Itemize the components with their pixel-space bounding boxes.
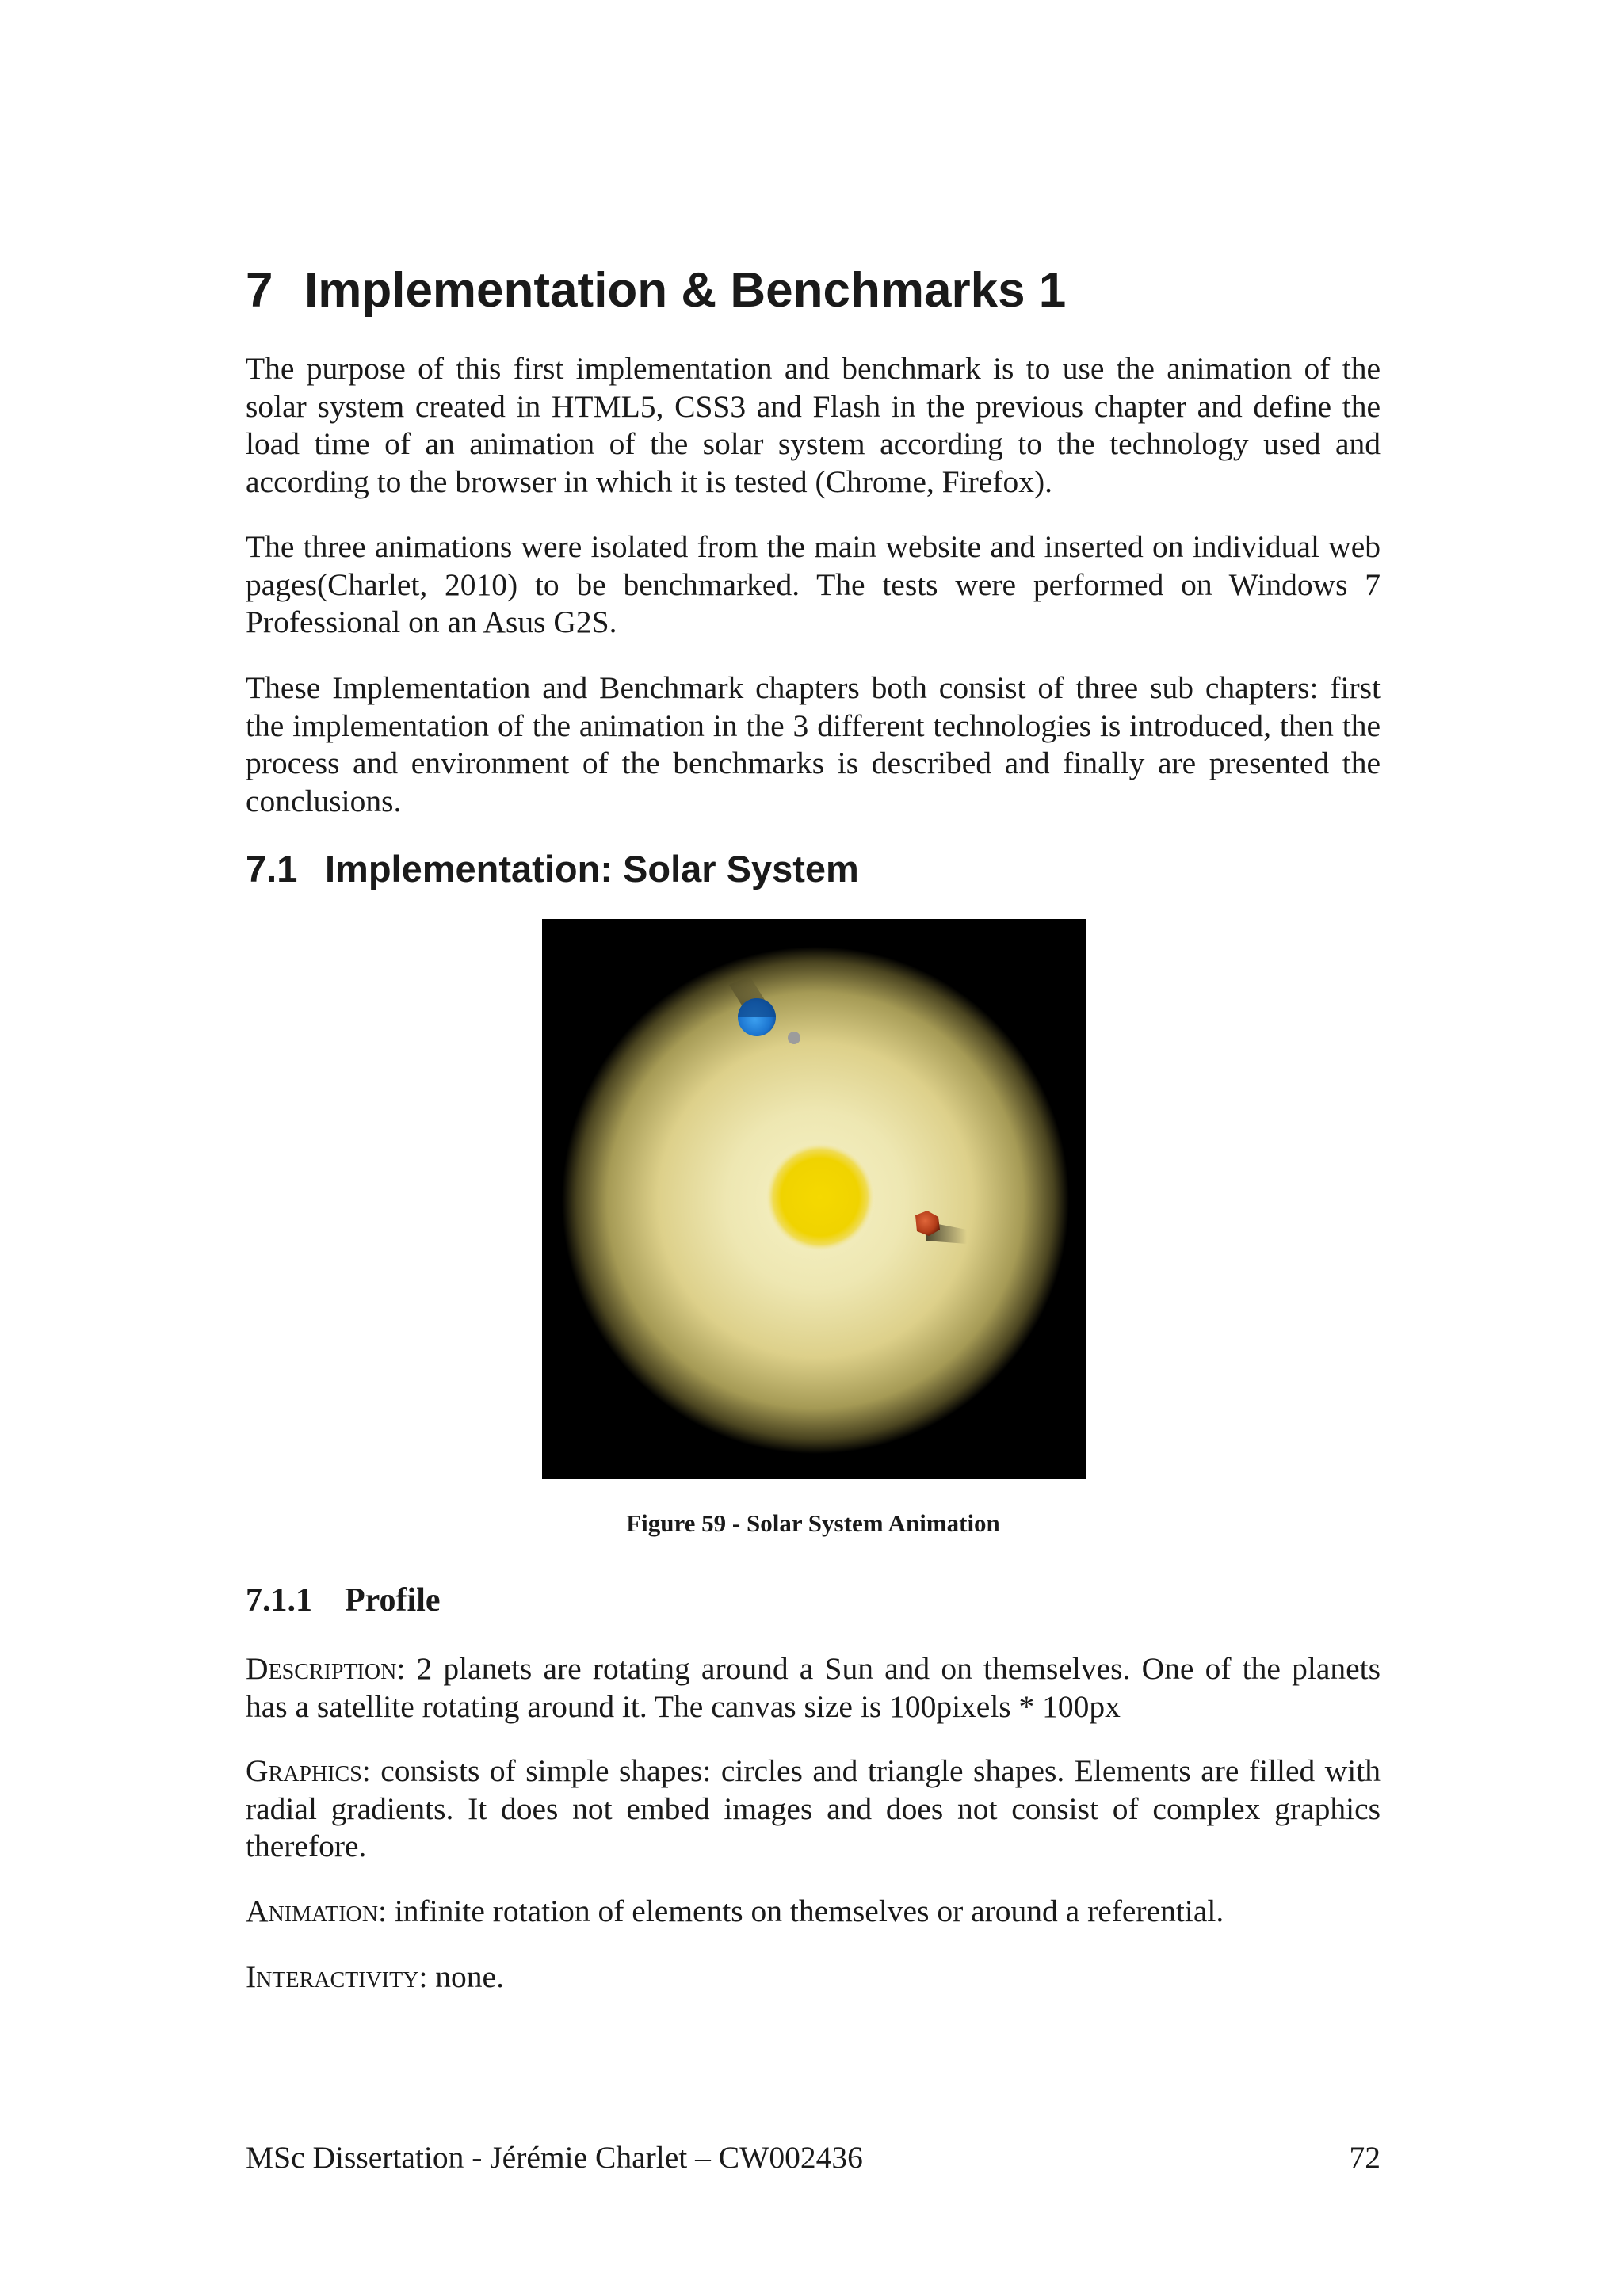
solar-system-illustration [542, 919, 1086, 1479]
profile-interactivity-label: Interactivity [246, 1959, 419, 1994]
subsection-number: 7.1.1 [246, 1582, 312, 1619]
document-page [246, 0, 1381, 2296]
profile-description-label: Description [246, 1651, 397, 1686]
profile-graphics [246, 1753, 1381, 1866]
earth-planet [738, 998, 776, 1036]
profile-interactivity-text: : none. [418, 1959, 504, 1994]
section-title: Implementation: Solar System [325, 848, 859, 890]
solar-system-figure [542, 919, 1086, 1479]
chapter-title: Implementation & Benchmarks 1 [304, 263, 1067, 318]
profile-graphics-label: Graphics [246, 1753, 362, 1788]
sun [766, 1143, 874, 1251]
section-heading [246, 844, 859, 894]
profile-animation-label: Animation [246, 1894, 378, 1928]
intro-paragraph-3: These Implementation and Benchmark chapters both consist of three sub chapters: first the implementation of the animation in the 3 different technologies is introduced, then the process and environment of the benchmarks is described and finally are presented the conclusions. [246, 670, 1381, 818]
chapter-heading [246, 255, 1066, 326]
chapter-number: 7 [246, 263, 273, 318]
profile-animation-text: : infinite rotation of elements on themselves or around a referential. [377, 1894, 1224, 1928]
profile-graphics-text: : consists of simple shapes: circles and triangle shapes. Elements are filled with radial gradients. It does not embed images and does not consist of complex graphics therefore. [246, 1753, 1381, 1863]
section-number: 7.1 [246, 848, 298, 890]
profile-description [246, 1650, 1381, 1726]
intro-paragraph-2: The three animations were isolated from the main website and inserted on individual web pages(Charlet, 2010) to be benchmarked. The tests were performed on Windows 7 Professional on an Asus G2S. [246, 529, 1381, 639]
subsection-heading [246, 1578, 441, 1623]
profile-animation [246, 1893, 1381, 1931]
intro-paragraph-1: The purpose of this first implementation and benchmark is to use the animation of the solar system created in HTML5, CSS3 and Flash in the previous chapter and define the load time of an animation of the solar system according to the technology used and according to the browser in which it is tested (Chrome, Firefox). [246, 351, 1381, 499]
figure-caption: Figure 59 - Solar System Animation [626, 1509, 1000, 1537]
profile-interactivity [246, 1958, 1381, 1997]
moon-satellite [788, 1032, 800, 1044]
profile-description-text: : 2 planets are rotating around a Sun and on themselves. One of the planets has a satellite rotating around it. The canvas size is 100pixels * 100px [246, 1651, 1381, 1724]
subsection-title: Profile [345, 1582, 441, 1619]
footer-author: MSc Dissertation - Jérémie Charlet – CW002436 [246, 2140, 863, 2175]
page-number: 72 [1349, 2140, 1381, 2175]
